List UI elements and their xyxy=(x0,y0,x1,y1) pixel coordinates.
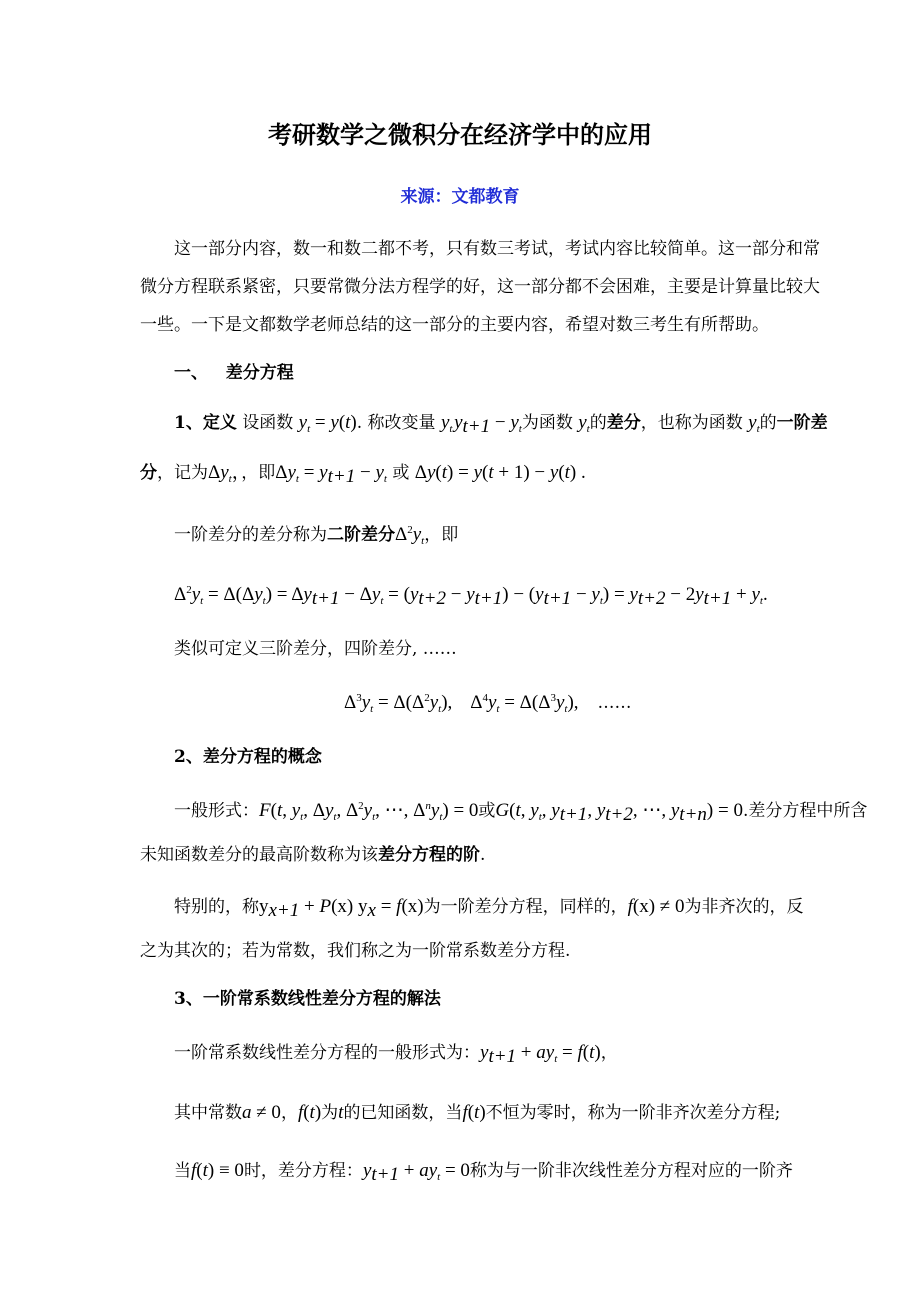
general-form-text: .差分方程中所含 xyxy=(742,801,868,821)
order-term: 差分方程的阶 xyxy=(378,845,480,865)
intro-line-2: 微分方程联系紧密，只要常微分法方程学的好，这一部分都不会困难，主要是计算量比较大 xyxy=(140,277,820,297)
linear-form-label: 一阶常系数线性差分方程的一般形式为： xyxy=(174,1043,480,1063)
or-word: 或 xyxy=(478,801,496,821)
general-form-line: 一般形式：F(t, $y_t$, $\Delta y_t$, $\Delta^2y_t$, ⋯, $\Delta^ny_t) = 0$或G(t, $y_t$, $y_{t+1}$, $y_{t+2}$, ⋯, $y_{t+n}) = 0$.差分方程中所含 xyxy=(174,800,868,825)
special-case-line-2: 之为其次的；若为常数，我们称之为一阶常系数差分方程. xyxy=(140,941,571,961)
definition-label: 1、定义 xyxy=(174,413,237,433)
definition-text: 或 xyxy=(386,463,415,483)
definition-text: 的 xyxy=(759,413,777,433)
constant-line: 其中常数a ≠ 0，f(t)为t的已知函数，当f(t)不恒为零时，称为一阶非齐次差分方程; xyxy=(174,1102,781,1123)
section-2-heading: 2、差分方程的概念 xyxy=(174,747,322,767)
definition-text: ，即 xyxy=(241,463,276,483)
definition-text: ，即 xyxy=(424,525,459,545)
general-form-label: 一般形式： xyxy=(174,801,259,821)
constant-text: ， xyxy=(280,1103,298,1123)
similar-line: 类似可定义三阶差分，四阶差分, …… xyxy=(174,639,457,659)
definition-text: 的 xyxy=(589,413,607,433)
order-text: . xyxy=(480,845,486,865)
intro-line-1: 这一部分内容，数一和数二都不考，只有数三考试，考试内容比较简单。这一部分和常 xyxy=(174,239,820,259)
section-3-heading: 3、一阶常系数线性差分方程的解法 xyxy=(174,989,441,1009)
definition-text: . 称改变量 xyxy=(356,413,441,433)
special-text: 特别的，称 xyxy=(174,897,259,917)
page-title: 考研数学之微积分在经济学中的应用 xyxy=(268,120,652,149)
order-definition-line xyxy=(140,844,485,866)
definition-text: 一阶差分的差分称为 xyxy=(174,525,327,545)
special-text: 为非齐次的，反 xyxy=(684,897,804,917)
first-difference-term-end: 分 xyxy=(140,463,157,483)
second-difference-term: 二阶差分 xyxy=(327,525,395,545)
special-case-line-1: 特别的，称$y_{x+1} + P(x) y_x = f(x)$为一阶差分方程，同样的，f(x) ≠ 0为非齐次的，反 xyxy=(174,896,804,921)
intro-line-3: 一些。一下是文都数学老师总结的这一部分的主要内容，希望对数三考生有所帮助。 xyxy=(140,315,769,335)
definition-text: 为函数 xyxy=(521,413,579,433)
ellipsis: …… xyxy=(597,693,632,713)
homogeneous-text: 当 xyxy=(174,1161,191,1181)
section-1-heading xyxy=(174,362,294,384)
constant-text: 为 xyxy=(321,1103,339,1123)
linear-form-text: ， xyxy=(600,1043,618,1063)
definition-text: 设函数 xyxy=(236,413,299,433)
homogeneous-line: 当f(t) ≡ 0时，差分方程：$y_{t+1} + ay_t = 0$称为与一阶非次线性差分方程对应的一阶齐 xyxy=(174,1160,793,1185)
homogeneous-text: 时，差分方程： xyxy=(243,1161,363,1181)
difference-term: 差分 xyxy=(606,413,641,433)
source-line: 来源：文都教育 xyxy=(400,187,520,207)
definition-text: ，也称为函数 xyxy=(640,413,749,433)
constant-text: 不恒为零时，称为一阶非齐次差分方程; xyxy=(485,1103,781,1123)
definition-line-1: 1、定义 设函数 $y_t = y(t)$. 称改变量 $y_t$ $y_{t+1} - y_t$为函数 $y_t$的差分，也称为函数 $y_t$的一阶差 xyxy=(174,412,828,437)
constant-text: 其中常数 xyxy=(174,1103,242,1123)
definition-line-2: 分，记为$\Delta y_t$，，即$\Delta y_t = y_{t+1} - y_t$ 或 Δy(t) = y(t + 1) − y(t) . xyxy=(140,462,586,487)
order-text: 未知函数差分的最高阶数称为该 xyxy=(140,845,378,865)
definition-text: ，记为 xyxy=(157,463,208,483)
section-1-number: 一、 xyxy=(174,363,208,383)
homogeneous-text: 称为与一阶非次线性差分方程对应的一阶齐 xyxy=(469,1161,793,1181)
second-difference-equation: $\Delta^2y_t = \Delta(\Delta y_t) = \Delta y_{t+1} - \Delta y_t = (y_{t+2} - y_{t+1}) - (y_{t+1} - y_t) = y_{t+2} - 2y_{t+1} + y_t$. xyxy=(174,584,768,609)
first-difference-term: 一阶差 xyxy=(776,413,828,433)
constant-text: 的已知函数，当 xyxy=(343,1103,463,1123)
special-text: 为一阶差分方程，同样的， xyxy=(423,897,628,917)
second-difference-line: 一阶差分的差分称为二阶差分$\Delta^2y_t$，即 xyxy=(174,524,459,547)
section-1-title: 差分方程 xyxy=(225,363,294,383)
linear-form-line: 一阶常系数线性差分方程的一般形式为：$y_{t+1} + ay_t = f(t)$， xyxy=(174,1042,618,1067)
higher-difference-equation: $\Delta^3y_t = \Delta(\Delta^2y_t)$, $\Delta^4y_t = \Delta(\Delta^3y_t)$, …… xyxy=(344,692,632,715)
